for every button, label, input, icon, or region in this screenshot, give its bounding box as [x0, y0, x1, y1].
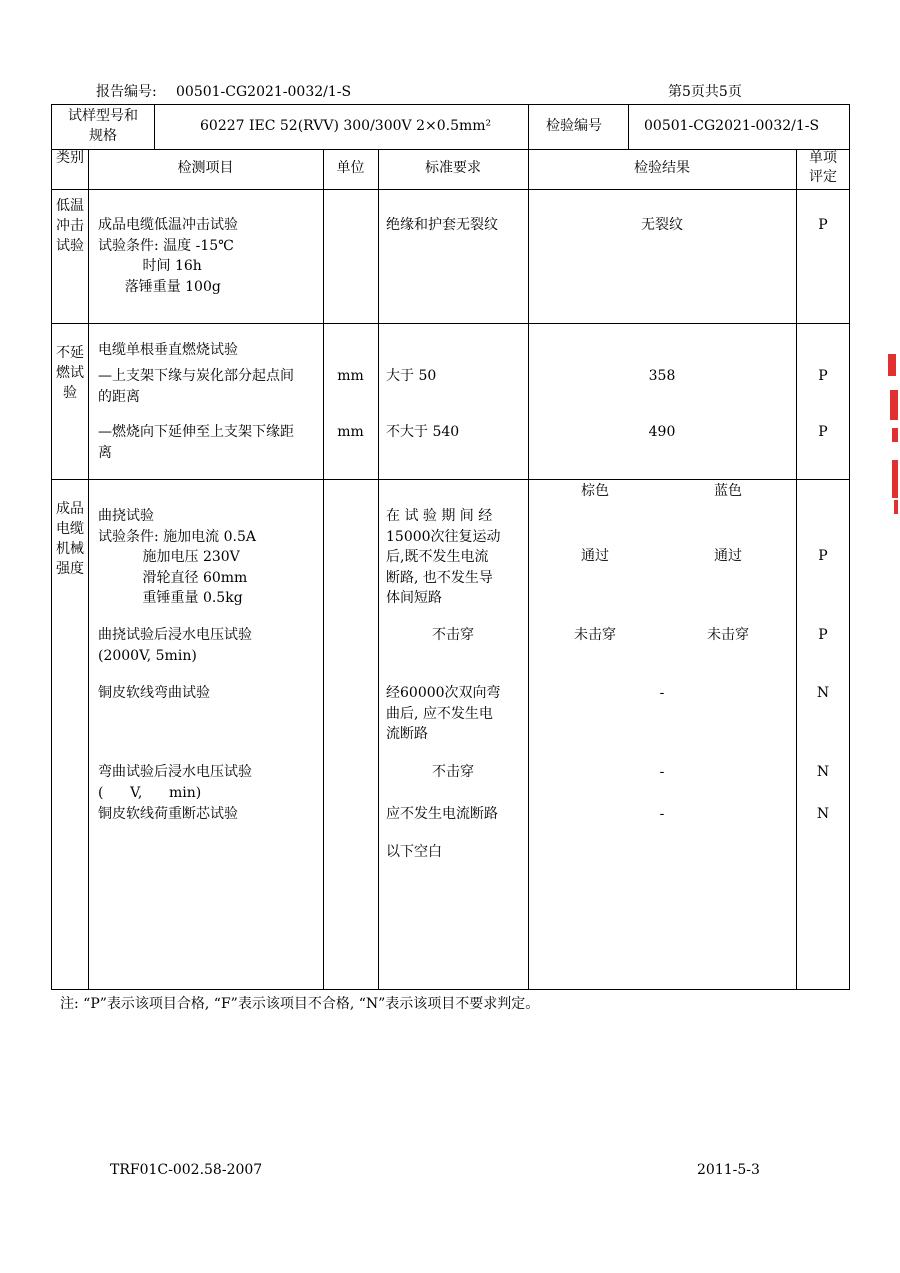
load-verdict: N [816, 806, 830, 822]
sample-model-value: 60227 IEC 52(RVV) 300/300V 2×0.5mm² [200, 118, 492, 134]
flame-row2-unit: mm [337, 424, 364, 440]
flex-result-brown: 通过 [581, 548, 609, 564]
flame-row1-unit: mm [337, 368, 364, 384]
header-standard: 标准要求 [425, 160, 481, 176]
flex-verdict: P [818, 548, 828, 564]
bend-hv-verdict: N [816, 764, 830, 780]
hv-result-blue: 未击穿 [707, 627, 749, 643]
page-indicator: 第5页共5页 [668, 84, 742, 100]
footer-date: 2011-5-3 [697, 1162, 760, 1178]
flame-title: 电缆单根垂直燃烧试验 [98, 342, 238, 358]
bend-hv-result: - [659, 764, 665, 780]
flame-row2-verdict: P [818, 424, 828, 440]
bend-item: 铜皮软线弯曲试验 [98, 685, 210, 701]
hv-result-brown: 未击穿 [574, 627, 616, 643]
header-unit: 单位 [336, 160, 365, 176]
report-number: 00501-CG2021-0032/1-S [176, 84, 352, 100]
load-result: - [659, 806, 665, 822]
color-brown-label: 棕色 [581, 483, 609, 499]
hv-standard: 不击穿 [432, 627, 474, 643]
flame-row2-item: —燃烧向下延伸至上支架下缘距 离 [98, 424, 294, 461]
bend-verdict: N [816, 685, 830, 701]
seal-stamp [878, 350, 900, 520]
category-flame: 不延燃试验 [56, 345, 84, 401]
low-temp-standard: 绝缘和护套无裂纹 [386, 217, 498, 233]
form-code: TRF01C-002.58-2007 [110, 1162, 263, 1178]
flame-row2-standard: 不大于 540 [386, 424, 460, 440]
low-temp-item: 成品电缆低温冲击试验 试验条件: 温度 -15℃ 时间 16h 落锤重量 100g [98, 217, 238, 295]
flame-row1-item: —上支架下缘与炭化部分起点间 的距离 [98, 368, 294, 405]
low-temp-verdict: P [818, 217, 828, 233]
report-number-label: 报告编号: [96, 84, 157, 100]
header-verdict: 单项评定 [809, 150, 837, 185]
bend-hv-item: 弯曲试验后浸水电压试验 ( V, min) [98, 764, 252, 801]
blank-below-marker: 以下空白 [386, 844, 442, 860]
color-blue-label: 蓝色 [714, 483, 742, 499]
hv-verdict: P [818, 627, 828, 643]
flame-row1-standard: 大于 50 [386, 368, 437, 384]
inspection-number-label: 检验编号 [546, 118, 602, 134]
hv-item: 曲挠试验后浸水电压试验 (2000V, 5min) [98, 627, 252, 664]
bend-standard: 经60000次双向弯 曲后, 应不发生电 流断路 [386, 685, 501, 742]
category-mech: 成品电缆机械强度 [56, 501, 84, 577]
flex-item: 曲挠试验 试验条件: 施加电流 0.5A 施加电压 230V 滑轮直径 60mm 重锤重量 0.5kg [98, 508, 256, 606]
flex-result-blue: 通过 [714, 548, 742, 564]
bend-result: - [659, 685, 665, 701]
flex-standard: 在 试 验 期 间 经 15000次往复运动 后,既不发生电流 断路, 也不发生导 体间短路 [386, 508, 501, 606]
header-result: 检验结果 [634, 160, 690, 176]
load-standard: 应不发生电流断路 [386, 806, 498, 822]
category-low-temp: 低温冲击试验 [56, 198, 84, 254]
flame-row1-result: 358 [648, 368, 676, 384]
header-item: 检测项目 [177, 160, 234, 176]
sample-model-label: 试样型号和规格 [68, 108, 138, 144]
load-item: 铜皮软线荷重断芯试验 [98, 806, 238, 822]
flame-row2-result: 490 [648, 424, 676, 440]
low-temp-result: 无裂纹 [641, 217, 683, 233]
flame-row1-verdict: P [818, 368, 828, 384]
header-category: 类别 [56, 150, 84, 166]
legend-note: 注: “P”表示该项目合格, “F”表示该项目不合格, “N”表示该项目不要求判定。 [60, 996, 540, 1012]
inspection-number-value: 00501-CG2021-0032/1-S [644, 118, 820, 134]
bend-hv-standard: 不击穿 [432, 764, 474, 780]
